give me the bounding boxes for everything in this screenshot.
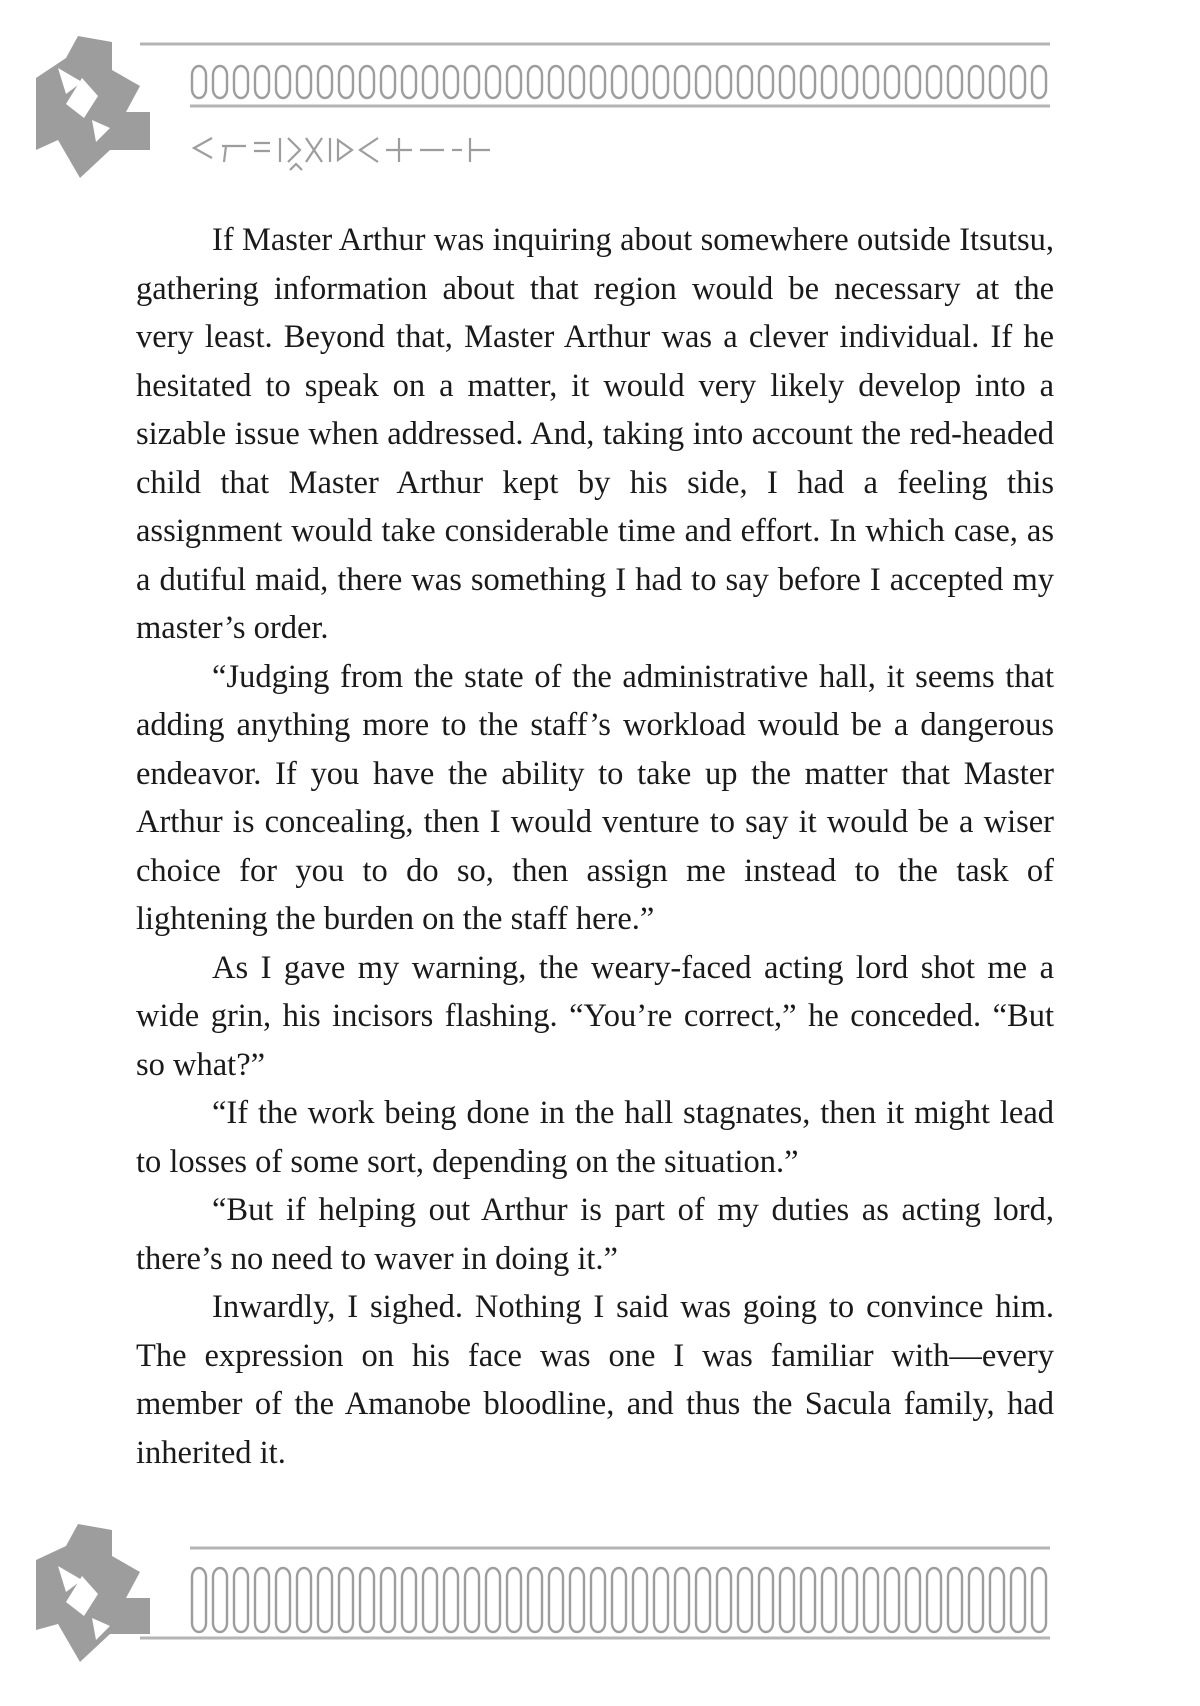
chain-link xyxy=(864,66,878,98)
paragraph: Inwardly, I sighed. Nothing I said was going to convince him. The expression on his face was one I was familiar with—every member of the Amanobe bloodline, and thus the Sacula family, had inherited it. xyxy=(136,1289,1054,1471)
chain-link xyxy=(402,1568,416,1632)
chain-link xyxy=(234,1568,248,1632)
chain-link xyxy=(633,1568,647,1632)
chain-link xyxy=(843,1568,857,1632)
chain-link xyxy=(843,66,857,98)
chain-link xyxy=(822,1568,836,1632)
chain-link xyxy=(255,66,269,98)
chain-link xyxy=(444,1568,458,1632)
chain-link xyxy=(528,66,542,98)
chain-band-top xyxy=(192,66,1046,98)
chain-link xyxy=(780,1568,794,1632)
chain-link xyxy=(717,66,731,98)
chain-link xyxy=(339,1568,353,1632)
chain-link xyxy=(1011,66,1025,98)
chain-link xyxy=(570,66,584,98)
chain-link xyxy=(738,1568,752,1632)
chain-link xyxy=(927,1568,941,1632)
chain-link xyxy=(633,66,647,98)
footer-ornament xyxy=(0,1520,1200,1706)
chain-link xyxy=(360,66,374,98)
chain-link xyxy=(612,1568,626,1632)
chain-link xyxy=(297,66,311,98)
chain-link xyxy=(318,66,332,98)
chain-link xyxy=(423,66,437,98)
chain-link xyxy=(927,66,941,98)
paragraph: “Judging from the state of the administrative hall, it seems that adding anything more to the staff’s workload would be a dangerous endeavor. If you have the ability to take up the matter that Master Arthur is concealing, then I would venture to say it would be a wiser choice for you to do so, then assign me instead to the task of lightening the burden on the staff here.” xyxy=(136,658,1054,937)
chain-link xyxy=(801,66,815,98)
chain-link xyxy=(339,66,353,98)
chain-link xyxy=(276,66,290,98)
chain-link xyxy=(969,66,983,98)
chain-link xyxy=(822,66,836,98)
chain-link xyxy=(759,1568,773,1632)
chain-link xyxy=(276,1568,290,1632)
paragraph: “If the work being done in the hall stagnates, then it might lead to losses of some sort, depending on the situation.” xyxy=(136,1095,1054,1180)
chain-link xyxy=(318,1568,332,1632)
chain-link xyxy=(570,1568,584,1632)
chain-link xyxy=(360,1568,374,1632)
chain-link xyxy=(990,66,1004,98)
chain-link xyxy=(675,1568,689,1632)
chain-link xyxy=(486,1568,500,1632)
chain-link xyxy=(1011,1568,1025,1632)
chain-link xyxy=(234,66,248,98)
chain-link xyxy=(486,66,500,98)
chain-link xyxy=(381,1568,395,1632)
paragraph: If Master Arthur was inquiring about somewhere outside Itsutsu, gathering information about that region would be necessary at the very least. Beyond that, Master Arthur was a clever individual. If he hesitated to speak on a matter, it would very likely develop into a sizable issue when addressed. And, taking into account the red-headed child that Master Arthur kept by his side, I had a feeling this assignment would take considerable time and effort. In which case, as a dutiful maid, there was something I had to say before I accepted my master’s order. xyxy=(136,222,1054,646)
chain-link xyxy=(1032,1568,1046,1632)
chain-link xyxy=(885,66,899,98)
chain-link xyxy=(381,66,395,98)
chain-link xyxy=(780,66,794,98)
chain-link xyxy=(948,66,962,98)
body-text xyxy=(136,216,1054,1477)
chain-link xyxy=(213,1568,227,1632)
chain-link xyxy=(549,66,563,98)
chain-link xyxy=(507,1568,521,1632)
chain-link xyxy=(969,1568,983,1632)
chain-link xyxy=(255,1568,269,1632)
chain-link xyxy=(192,1568,206,1632)
chain-link xyxy=(612,66,626,98)
chain-link xyxy=(297,1568,311,1632)
chain-link xyxy=(528,1568,542,1632)
chain-link xyxy=(696,66,710,98)
chain-link xyxy=(906,66,920,98)
paragraph: “But if helping out Arthur is part of my duties as acting lord, there’s no need to waver in doing it.” xyxy=(136,1192,1054,1277)
chain-link xyxy=(591,66,605,98)
chapter-glyphs-icon xyxy=(194,138,490,170)
chain-link xyxy=(465,66,479,98)
chain-link xyxy=(759,66,773,98)
chain-link xyxy=(906,1568,920,1632)
chain-link xyxy=(402,66,416,98)
chain-link xyxy=(801,1568,815,1632)
chain-link xyxy=(465,1568,479,1632)
chain-link xyxy=(990,1568,1004,1632)
chain-link xyxy=(675,66,689,98)
chain-link xyxy=(885,1568,899,1632)
chain-link xyxy=(507,66,521,98)
chain-link xyxy=(948,1568,962,1632)
chain-link xyxy=(696,1568,710,1632)
corner-ornament-icon xyxy=(36,36,150,178)
chain-link xyxy=(717,1568,731,1632)
chain-link xyxy=(1032,66,1046,98)
chain-band-bottom xyxy=(192,1568,1046,1632)
paragraph: As I gave my warning, the weary-faced acting lord shot me a wide grin, his incisors flashing. “You’re correct,” he conceded. “But so what?” xyxy=(136,949,1054,1083)
chain-link xyxy=(738,66,752,98)
corner-ornament-bottom-icon xyxy=(36,1524,150,1662)
chain-link xyxy=(654,1568,668,1632)
chain-link xyxy=(192,66,206,98)
chain-link xyxy=(591,1568,605,1632)
chain-link xyxy=(549,1568,563,1632)
chain-link xyxy=(423,1568,437,1632)
chain-link xyxy=(444,66,458,98)
header-ornament xyxy=(0,0,1200,210)
chain-link xyxy=(213,66,227,98)
chain-link xyxy=(864,1568,878,1632)
chain-link xyxy=(654,66,668,98)
